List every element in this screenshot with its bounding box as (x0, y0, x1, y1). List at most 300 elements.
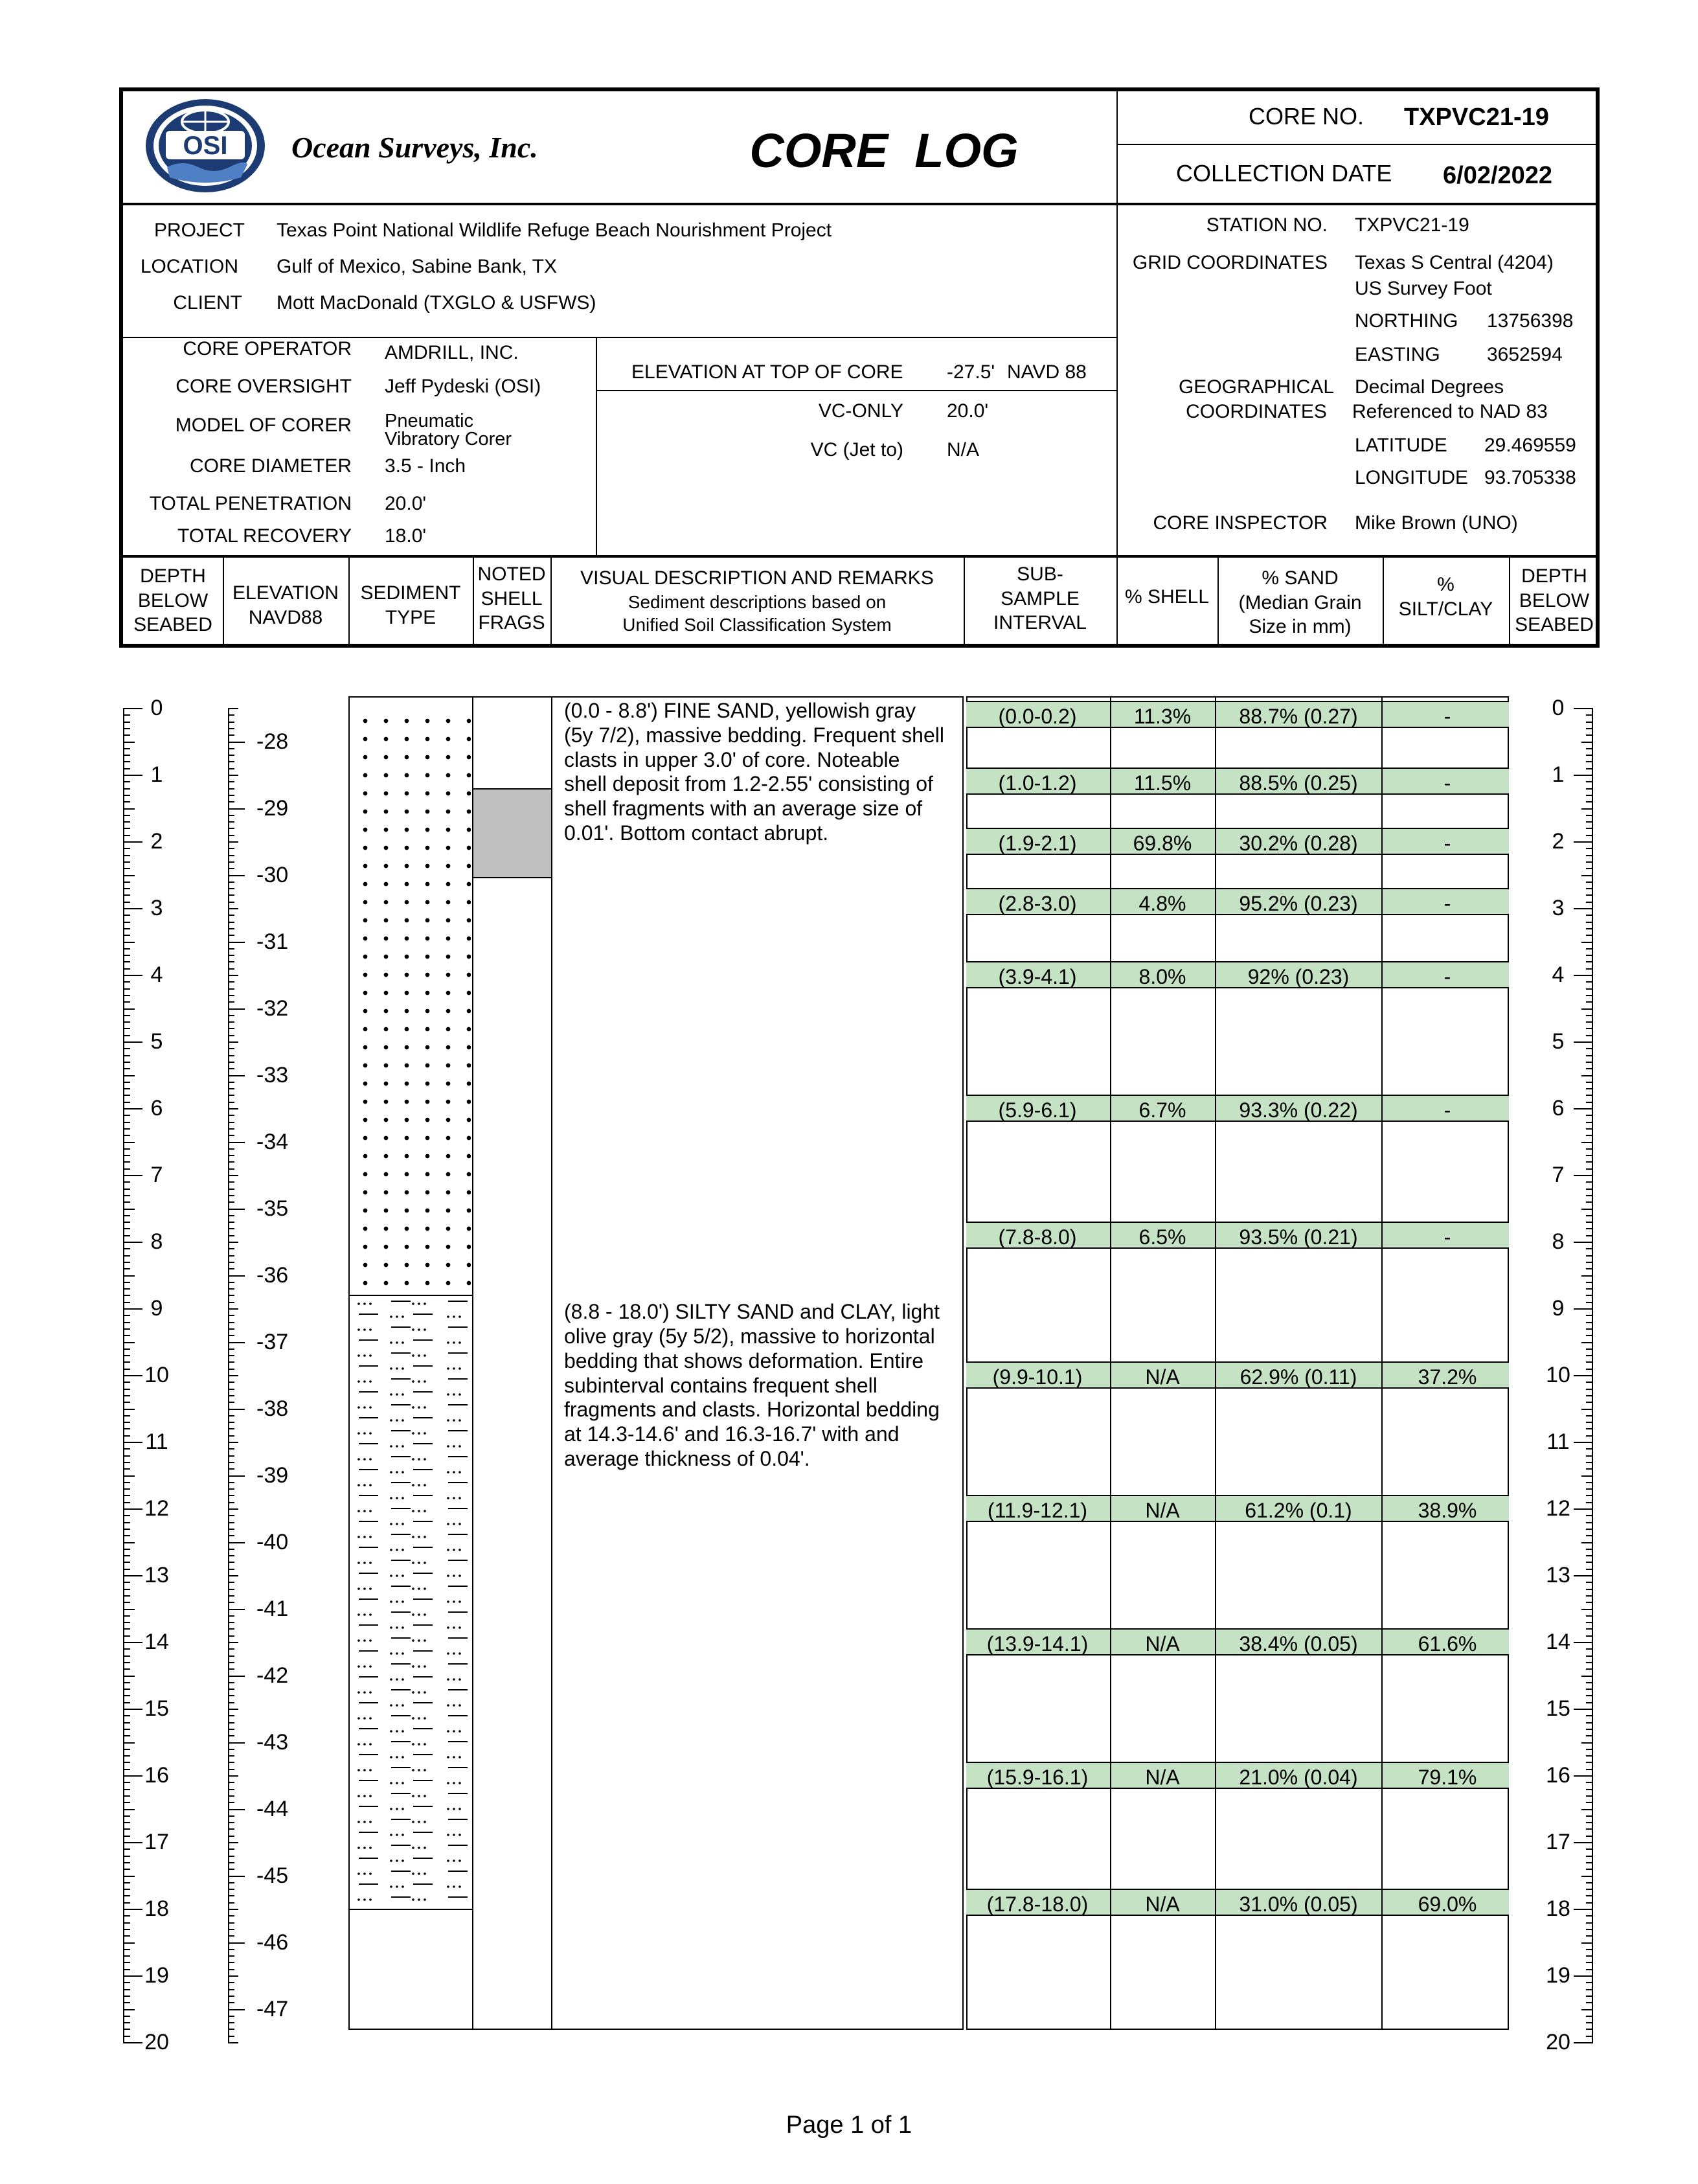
elev-minor-tick (228, 748, 234, 749)
elev-minor-tick (228, 1715, 234, 1716)
elev-minor-tick (228, 861, 234, 863)
elev-minor-tick (228, 868, 234, 869)
elev-minor-tick (228, 1482, 234, 1483)
depth-label: 16 (1546, 1763, 1570, 1788)
elev-minor-tick (228, 1615, 234, 1617)
ruler-major-tick (1574, 1842, 1593, 1843)
col-shell-1: NOTED (477, 563, 546, 585)
depth-label: 10 (1546, 1363, 1570, 1387)
sample-silt: 37.2% (1418, 1365, 1477, 1389)
ruler-minor-tick (1581, 1809, 1593, 1810)
ruler-minor-tick (1586, 1522, 1593, 1523)
ruler-minor-tick (123, 961, 130, 962)
elev-minor-tick (228, 1848, 234, 1850)
sample-sand: 95.2% (0.23) (1239, 891, 1358, 915)
ruler-minor-tick (1586, 2016, 1593, 2017)
ruler-minor-tick (123, 1409, 135, 1410)
col-sub-3: INTERVAL (993, 612, 1087, 633)
ruler-minor-tick (123, 828, 130, 829)
ruler-minor-tick (1586, 1262, 1593, 1263)
ruler-minor-tick (1586, 948, 1593, 950)
ruler-major-tick (123, 975, 142, 976)
ruler-minor-tick (123, 1856, 130, 1857)
ruler-minor-tick (123, 1762, 130, 1763)
ruler-minor-tick (1586, 1068, 1593, 1069)
ruler-minor-tick (1581, 1075, 1593, 1076)
ruler-major-tick (1574, 775, 1593, 776)
ruler-minor-tick (1581, 808, 1593, 810)
depth-label: 5 (1552, 1029, 1565, 1054)
ruler-minor-tick (123, 968, 130, 970)
sample-sand: 88.5% (0.25) (1239, 771, 1358, 795)
elev-minor-tick (228, 1068, 234, 1069)
ruler-minor-tick (123, 848, 130, 849)
ruler-minor-tick (123, 1915, 130, 1917)
ruler-minor-tick (1586, 728, 1593, 729)
latitude-value: 29.469559 (1484, 435, 1576, 456)
ruler-minor-tick (1586, 1028, 1593, 1029)
vc-jet-value: N/A (947, 439, 980, 461)
elev-minor-tick (228, 915, 234, 916)
ruler-minor-tick (123, 1475, 135, 1477)
elev-minor-tick (228, 1989, 234, 1990)
ruler-minor-tick (123, 1655, 130, 1657)
elev-minor-tick (228, 1595, 234, 1597)
elev-minor-tick (228, 1562, 234, 1563)
ruler-major-tick (1574, 1909, 1593, 1910)
col-sediment-1: SEDIMENT (360, 582, 461, 604)
sample-silt: 38.9% (1418, 1499, 1477, 1522)
sample-sand: 31.0% (0.05) (1239, 1892, 1358, 1916)
ruler-minor-tick (1586, 928, 1593, 929)
elev-major-tick (228, 1742, 245, 1744)
ruler-minor-tick (123, 1228, 130, 1229)
depth-label: 19 (144, 1963, 169, 1988)
ruler-minor-tick (123, 1822, 130, 1823)
elevation-label: -34 (256, 1129, 289, 1154)
core-no-label: CORE NO. (1249, 103, 1364, 130)
col-pshell (1116, 585, 1217, 609)
col-psand-2: (Median Grain (1238, 591, 1362, 613)
ruler-major-tick (1574, 1375, 1593, 1376)
elev-minor-tick (228, 714, 234, 716)
ruler-minor-tick (1586, 2022, 1593, 2023)
ruler-minor-tick (123, 1876, 135, 1877)
elev-minor-tick (228, 948, 234, 950)
elevation-label: -44 (256, 1796, 289, 1821)
description-line: (8.8 - 18.0') SILTY SAND and CLAY, light (564, 1300, 940, 1324)
elev-minor-tick (228, 1882, 234, 1883)
layer-boundary-line (350, 1909, 472, 1910)
grid-value-2: US Survey Foot (1355, 278, 1492, 299)
company-name: Ocean Surveys, Inc. (291, 131, 538, 164)
sample-row (966, 888, 1509, 915)
elev-minor-tick (228, 1508, 238, 1510)
depth-label: 11 (1546, 1429, 1570, 1454)
ruler-minor-tick (1586, 1095, 1593, 1096)
elev-minor-tick (228, 1422, 234, 1423)
ruler-minor-tick (123, 1648, 130, 1650)
ruler-minor-tick (1586, 1895, 1593, 1896)
elev-minor-tick (228, 1248, 234, 1249)
ruler-minor-tick (123, 1569, 130, 1570)
ruler-minor-tick (123, 1015, 130, 1016)
ruler-minor-tick (123, 1135, 130, 1136)
ruler-minor-tick (123, 795, 130, 796)
col-psilt (1383, 573, 1509, 621)
osi-logo (144, 97, 267, 194)
depth-label: 8 (150, 1229, 163, 1254)
elev-minor-tick (228, 1262, 234, 1263)
elev-major-tick (228, 2009, 245, 2010)
core-operator-label: CORE OPERATOR (183, 338, 352, 359)
inspector-value: Mike Brown (UNO) (1355, 512, 1518, 534)
elev-minor-tick (228, 1655, 234, 1657)
elev-minor-tick (228, 1695, 234, 1696)
description-line: bedding that shows deformation. Entire (564, 1348, 923, 1372)
diameter-label: CORE DIAMETER (189, 455, 352, 477)
northing-label: NORTHING (1355, 310, 1458, 332)
ruler-minor-tick (1581, 1142, 1593, 1143)
elev-minor-tick (228, 1782, 234, 1783)
ruler-minor-tick (123, 1715, 130, 1716)
sample-sand: 62.9% (0.11) (1240, 1365, 1357, 1389)
sample-row (966, 1762, 1509, 1789)
ruler-minor-tick (1586, 1535, 1593, 1536)
col-depth (123, 564, 223, 637)
sample-shell: 69.8% (1133, 832, 1192, 855)
ruler-minor-tick (123, 1522, 130, 1523)
left-depth-scale (123, 696, 181, 2054)
elev-minor-tick (228, 1555, 234, 1556)
elevation-label: -33 (256, 1062, 289, 1087)
elevation-scale (228, 696, 306, 2030)
ruler-minor-tick (1586, 1689, 1593, 1690)
elev-minor-tick (228, 1828, 234, 1830)
elev-minor-tick (228, 1415, 234, 1416)
elev-minor-tick (228, 1428, 234, 1429)
sample-silt: 79.1% (1418, 1766, 1477, 1789)
elev-minor-tick (228, 1582, 234, 1583)
elev-minor-tick (228, 2029, 234, 2030)
elev-major-tick (228, 1075, 245, 1076)
ruler-major-tick (123, 1308, 142, 1310)
longitude-value: 93.705338 (1484, 467, 1576, 488)
sample-shell: 6.7% (1138, 1098, 1186, 1122)
elev-minor-tick (228, 1348, 234, 1350)
elev-minor-tick (228, 1228, 234, 1229)
elev-minor-tick (228, 1662, 234, 1663)
ruler-minor-tick (1586, 2002, 1593, 2003)
elev-minor-tick (228, 1115, 234, 1116)
col-depth-2: BELOW (137, 589, 209, 611)
elev-minor-tick (228, 788, 234, 790)
penetration-label: TOTAL PENETRATION (149, 493, 352, 514)
page-title: CORE LOG (749, 124, 1019, 177)
description-line: at 14.3-14.6' and 16.3-16.7' with and (564, 1422, 900, 1446)
ruler-minor-tick (1586, 1822, 1593, 1823)
ruler-minor-tick (1586, 1935, 1593, 1937)
ruler-minor-tick (123, 1535, 130, 1536)
ruler-minor-tick (123, 868, 130, 869)
ruler-minor-tick (123, 1148, 130, 1150)
elev-minor-tick (228, 1295, 234, 1296)
ruler-minor-tick (123, 1255, 130, 1257)
elev-minor-tick (228, 855, 234, 856)
ruler-minor-tick (1586, 988, 1593, 990)
elev-minor-tick (228, 1155, 234, 1156)
ruler-minor-tick (123, 1142, 135, 1143)
ruler-major-tick (123, 1575, 142, 1576)
layer-boundaries (350, 698, 472, 2029)
elevation-label: -32 (256, 995, 289, 1021)
ruler-minor-tick (1586, 1762, 1593, 1763)
col-elevation-2: NAVD88 (248, 606, 323, 628)
core-operator-value: AMDRILL, INC. (385, 342, 519, 363)
sample-shell: N/A (1145, 1632, 1180, 1655)
sample-row (966, 1628, 1509, 1655)
col-rdepth-1: DEPTH (1521, 565, 1587, 587)
ruler-minor-tick (1586, 1468, 1593, 1470)
ruler-minor-tick (1586, 848, 1593, 849)
northing-value: 13756398 (1487, 310, 1574, 332)
ruler-minor-tick (123, 768, 130, 769)
ruler-minor-tick (123, 1428, 130, 1429)
ruler-minor-tick (123, 1695, 130, 1696)
sample-row (966, 768, 1509, 795)
elev-major-tick (228, 1542, 245, 1543)
ruler-minor-tick (1586, 795, 1593, 796)
ruler-minor-tick (1586, 1962, 1593, 1963)
elev-minor-tick (228, 1569, 234, 1570)
elevation-label: -29 (256, 795, 289, 821)
elev-minor-tick (228, 1288, 234, 1290)
elev-minor-tick (228, 1502, 234, 1503)
ruler-minor-tick (123, 1348, 130, 1350)
ruler-minor-tick (123, 1935, 130, 1937)
ruler-minor-tick (123, 1422, 130, 1423)
sample-col-divider (1215, 696, 1216, 2030)
depth-label: 13 (1546, 1563, 1570, 1587)
elev-minor-tick (228, 908, 238, 909)
elev-minor-tick (228, 1302, 234, 1303)
depth-label: 7 (1552, 1163, 1565, 1187)
elev-major-tick (228, 1609, 245, 1610)
elev-minor-tick (228, 1949, 234, 1950)
ruler-minor-tick (123, 935, 130, 936)
elev-minor-tick (228, 1328, 234, 1330)
ruler-major-tick (123, 1709, 142, 1710)
ruler-minor-tick (123, 1248, 130, 1249)
ruler-major-tick (123, 1508, 142, 1510)
ruler-minor-tick (123, 1769, 130, 1770)
ruler-minor-tick (1586, 882, 1593, 883)
elev-minor-tick (228, 1041, 238, 1043)
sample-silt: - (1443, 1098, 1451, 1122)
col-sub-2: SAMPLE (1001, 587, 1080, 609)
project-label: PROJECT (153, 220, 245, 241)
ruler-minor-tick (123, 1682, 130, 1683)
ruler-major-tick (123, 1909, 142, 1910)
ruler-minor-tick (123, 1495, 130, 1496)
station-no-label: STATION NO. (1206, 214, 1328, 236)
ruler-minor-tick (123, 1382, 130, 1383)
elev-minor-tick (228, 1682, 234, 1683)
ruler-minor-tick (123, 1989, 130, 1990)
ruler-minor-tick (1586, 1996, 1593, 1997)
ruler-minor-tick (1586, 748, 1593, 749)
elev-minor-tick (228, 728, 234, 729)
ruler-minor-tick (1586, 1769, 1593, 1770)
elev-minor-tick (228, 775, 238, 776)
ruler-major-tick (1574, 975, 1593, 976)
ruler-minor-tick (1586, 1682, 1593, 1683)
ruler-minor-tick (123, 714, 130, 716)
ruler-minor-tick (1586, 1335, 1593, 1336)
elev-minor-tick (228, 1522, 234, 1523)
elev-minor-tick (228, 1862, 234, 1863)
elev-minor-tick (228, 1369, 234, 1370)
ruler-minor-tick (1586, 1048, 1593, 1049)
ruler-minor-tick (123, 1955, 130, 1957)
ruler-major-tick (1574, 1508, 1593, 1510)
depth-label: 4 (150, 962, 163, 987)
ruler-minor-tick (123, 922, 130, 923)
station-no-value: TXPVC21-19 (1355, 214, 1469, 236)
sample-interval: (5.9-6.1) (998, 1098, 1077, 1122)
ruler-minor-tick (1586, 1062, 1593, 1063)
ruler-minor-tick (123, 1008, 135, 1010)
ruler-minor-tick (1586, 968, 1593, 970)
ruler-minor-tick (123, 1389, 130, 1390)
ruler-minor-tick (1586, 1982, 1593, 1983)
ruler-minor-tick (123, 855, 130, 856)
elev-minor-tick (228, 1161, 234, 1163)
ruler-major-tick (1574, 841, 1593, 843)
sample-shell: 6.5% (1138, 1225, 1186, 1249)
recovery-label: TOTAL RECOVERY (177, 525, 352, 547)
description-line: (0.0 - 8.8') FINE SAND, yellowish gray (564, 699, 916, 722)
ruler-minor-tick (123, 2022, 130, 2023)
depth-label: 7 (150, 1163, 163, 1187)
elev-minor-tick (228, 1749, 234, 1750)
sample-interval: (1.9-2.1) (998, 832, 1077, 855)
ruler-minor-tick (123, 1435, 130, 1437)
sample-row (966, 828, 1509, 855)
ruler-minor-tick (1581, 1008, 1593, 1010)
ruler-minor-tick (123, 875, 135, 876)
ruler-major-tick (123, 1375, 142, 1376)
ruler-minor-tick (123, 1455, 130, 1457)
ruler-minor-tick (123, 815, 130, 816)
elev-minor-tick (228, 968, 234, 970)
sample-sand: 88.7% (0.27) (1239, 705, 1358, 729)
ruler-minor-tick (123, 1448, 130, 1450)
easting-label: EASTING (1355, 344, 1440, 365)
ruler-minor-tick (1586, 1622, 1593, 1623)
ruler-minor-tick (1586, 1922, 1593, 1924)
ruler-major-tick (1574, 2042, 1593, 2043)
sample-interval: (2.8-3.0) (998, 891, 1077, 915)
ruler-minor-tick (1586, 1382, 1593, 1383)
description-line: olive gray (5y 5/2), massive to horizontal (564, 1325, 935, 1348)
elev-minor-tick (228, 1529, 234, 1530)
ruler-major-tick (123, 1242, 142, 1243)
page-footer: Page 1 of 1 (786, 2111, 912, 2139)
elev-minor-tick (228, 1975, 238, 1977)
ruler-minor-tick (1586, 768, 1593, 769)
col-pshell-1: % SHELL (1124, 586, 1210, 608)
sample-interval: (1.0-1.2) (998, 771, 1077, 795)
ruler-minor-tick (123, 1288, 130, 1290)
col-visual-2: Sediment descriptions based on (628, 591, 887, 612)
ruler-minor-tick (123, 821, 130, 823)
geo-label-1: GEOGRAPHICAL (1178, 376, 1335, 398)
ruler-minor-tick (123, 1949, 130, 1950)
depth-label: 1 (150, 762, 163, 787)
ruler-minor-tick (1586, 1955, 1593, 1957)
description-line: average thickness of 0.04'. (564, 1446, 810, 1470)
elev-minor-tick (228, 1455, 234, 1457)
ruler-minor-tick (123, 1848, 130, 1850)
description-line: shell fragments with an average size of (564, 797, 923, 820)
ruler-minor-tick (1586, 1655, 1593, 1657)
ruler-minor-tick (1586, 1195, 1593, 1196)
ruler-minor-tick (1586, 1488, 1593, 1490)
ruler-minor-tick (123, 1355, 130, 1356)
ruler-minor-tick (123, 728, 130, 729)
elev-minor-tick (228, 1929, 234, 1930)
ruler-minor-tick (123, 1468, 130, 1470)
layer-boundary-line (350, 1295, 472, 1296)
core-oversight-label: CORE OVERSIGHT (175, 376, 352, 397)
sample-col-divider (1381, 696, 1383, 2030)
ruler-major-tick (123, 1442, 142, 1443)
elev-minor-tick (228, 1795, 234, 1797)
ruler-minor-tick (1586, 1482, 1593, 1483)
ruler-minor-tick (1586, 1128, 1593, 1130)
ruler-major-tick (123, 1842, 142, 1843)
ruler-minor-tick (1586, 1562, 1593, 1563)
ruler-minor-tick (1586, 714, 1593, 716)
description-block (564, 699, 953, 846)
geo-label-2: COORDINATES (1186, 401, 1327, 422)
ruler-minor-tick (1586, 1302, 1593, 1303)
ruler-minor-tick (1581, 875, 1593, 876)
elevation-label: -39 (256, 1462, 289, 1488)
ruler-minor-tick (123, 1068, 130, 1069)
elev-datum: NAVD 88 (1007, 361, 1087, 383)
ruler-major-tick (1574, 908, 1593, 909)
ruler-minor-tick (123, 1462, 130, 1463)
ruler-major-tick (123, 775, 142, 776)
ruler-minor-tick (123, 1982, 130, 1983)
ruler-major-tick (1574, 1642, 1593, 1643)
elevation-label: -37 (256, 1329, 289, 1354)
shell-frag-interval (473, 788, 551, 878)
col-psand-1: % SAND (1262, 567, 1339, 589)
ruler-minor-tick (123, 1235, 130, 1236)
elev-minor-tick (228, 882, 234, 883)
depth-label: 20 (144, 2030, 169, 2054)
ruler-minor-tick (123, 1595, 130, 1597)
ruler-minor-tick (1586, 888, 1593, 889)
sample-silt: 69.0% (1418, 1892, 1477, 1916)
ruler-minor-tick (1586, 1282, 1593, 1283)
elev-minor-tick (228, 1815, 234, 1817)
elev-minor-tick (228, 1922, 234, 1924)
ruler-minor-tick (123, 1889, 130, 1890)
